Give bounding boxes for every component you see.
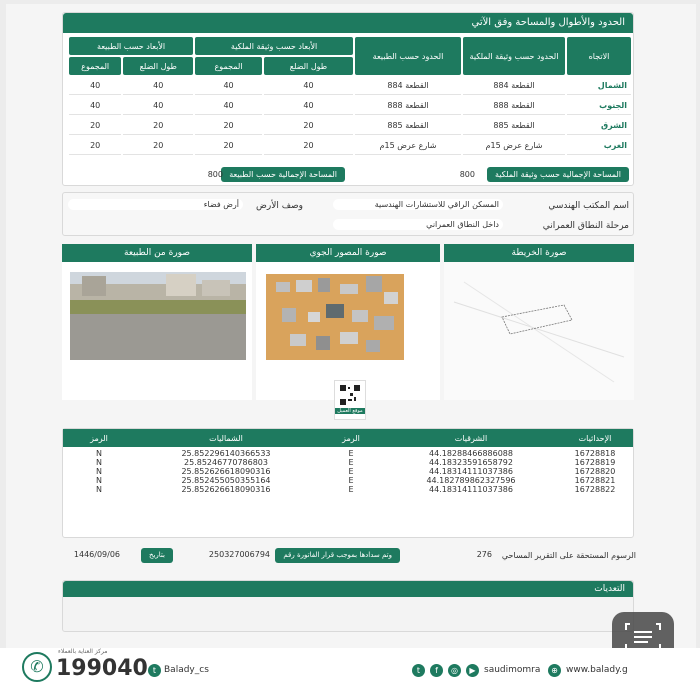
social-handle[interactable]: saudimomra — [484, 665, 541, 675]
customer-care-label: مركز العناية بالعملاء — [58, 648, 108, 655]
aerial-image-title: صورة المصور الجوي — [256, 244, 440, 262]
table-row — [69, 77, 631, 95]
deed-length-cell: 20 — [264, 117, 353, 135]
total-area-nature-label: المساحة الإجمالية حسب الطبيعة — [221, 167, 345, 182]
deed-length-cell: 20 — [264, 137, 353, 155]
header-eastings: الشرقيات — [385, 429, 557, 447]
nature-length-cell: 40 — [123, 97, 193, 115]
boundaries-section — [62, 12, 634, 186]
east-symbol: E — [348, 485, 354, 494]
nature-photo — [62, 262, 252, 400]
invoice-label: وتم سدادها بموجب قرار الفاتورة رقم — [275, 548, 400, 563]
table-row — [69, 97, 631, 115]
info-section — [62, 192, 634, 236]
qr-code-icon — [339, 384, 361, 406]
nature-total-cell: 20 — [69, 117, 121, 135]
deed-total-cell: 20 — [195, 137, 262, 155]
header-dims-nature: الأبعاد حسب الطبيعة — [69, 37, 193, 55]
total-area-nature-value: 800 — [207, 170, 223, 179]
twitter-social-icon[interactable]: t — [412, 664, 425, 677]
direction-cell: الشرق — [567, 117, 631, 135]
coordinate-id: 16728818 — [574, 449, 616, 458]
nature-total-cell: 20 — [69, 137, 121, 155]
header-side-length: طول الضلع — [264, 57, 353, 75]
direction-cell: الغرب — [567, 137, 631, 155]
coordinate-id: 16728821 — [574, 476, 616, 485]
north-symbol: N — [96, 467, 102, 476]
deed-length-cell: 40 — [264, 77, 353, 95]
header-total: المجموع — [69, 57, 121, 75]
boundary-deed-cell: شارع عرض 15م — [463, 137, 565, 155]
northing-value: 25.85246770786803 — [184, 458, 268, 467]
notes-title: التعديات — [63, 581, 633, 597]
northing-value: 25.852296140366533 — [181, 449, 271, 458]
boundaries-title: الحدود والأطوال والمساحة وفق الآتي — [63, 13, 633, 33]
total-area-deed-value: 800 — [459, 170, 475, 179]
date-value: 1446/09/06 — [73, 550, 120, 559]
table-row — [63, 467, 633, 476]
deed-total-cell: 40 — [195, 97, 262, 115]
header-boundary-deed: الحدود حسب وثيقة الملكية — [463, 37, 565, 75]
east-symbol: E — [348, 458, 354, 467]
table-row — [63, 458, 633, 467]
direction-cell: الشمال — [567, 77, 631, 95]
header-direction: الاتجاه — [567, 37, 631, 75]
office-label: اسم المكتب الهندسي — [548, 201, 629, 211]
east-symbol: E — [348, 449, 354, 458]
footer-bar — [0, 648, 700, 691]
boundary-deed-cell: القطعة 888 — [463, 97, 565, 115]
north-symbol: N — [96, 485, 102, 494]
boundary-deed-cell: القطعة 884 — [463, 77, 565, 95]
easting-value: 44.18314111037386 — [429, 467, 513, 476]
coordinate-id: 16728820 — [574, 467, 616, 476]
map-image-title: صورة الخريطة — [444, 244, 634, 262]
table-row — [63, 476, 633, 485]
customer-care-number: 199040 — [56, 656, 148, 681]
coordinates-section — [62, 428, 634, 538]
deed-total-cell: 20 — [195, 117, 262, 135]
qr-label: موقع العميل — [335, 408, 365, 414]
header-total: المجموع — [195, 57, 262, 75]
header-side-length: طول الضلع — [123, 57, 193, 75]
office-value: المسكن الراقي للاستشارات الهندسية — [333, 199, 503, 210]
website-link[interactable]: www.balady.g — [566, 665, 628, 675]
land-desc-value: أرض فضاء — [68, 199, 243, 210]
nature-image-title: صورة من الطبيعة — [62, 244, 252, 262]
coordinates-header — [63, 429, 633, 447]
fee-label: الرسوم المستحقة على التقرير المساحي — [501, 551, 636, 560]
coordinate-id: 16728822 — [574, 485, 616, 494]
easting-value: 44.18314111037386 — [429, 485, 513, 494]
boundary-nature-cell: شارع عرض 15م — [355, 137, 461, 155]
notes-section — [62, 580, 634, 632]
urban-stage-value: داخل النطاق العمراني — [333, 219, 503, 230]
map-image-panel — [444, 244, 634, 400]
easting-value: 44.182789862327596 — [426, 476, 516, 485]
header-coordinates: الإحداثيات — [557, 429, 633, 447]
header-symbol-east: الرمز — [317, 429, 385, 447]
boundary-deed-cell: القطعة 885 — [463, 117, 565, 135]
globe-icon: ⊕ — [548, 664, 561, 677]
header-boundary-nature: الحدود حسب الطبيعة — [355, 37, 461, 75]
invoice-value: 250327006794 — [208, 550, 270, 559]
coordinates-table — [63, 449, 633, 494]
nature-image-panel — [62, 244, 252, 400]
east-symbol: E — [348, 476, 354, 485]
boundary-nature-cell: القطعة 888 — [355, 97, 461, 115]
instagram-icon[interactable]: ◎ — [448, 664, 461, 677]
deed-total-cell: 40 — [195, 77, 262, 95]
table-row — [63, 449, 633, 458]
qr-code-box[interactable] — [334, 380, 366, 420]
nature-length-cell: 40 — [123, 77, 193, 95]
northing-value: 25.852455050355164 — [181, 476, 271, 485]
boundary-nature-cell: القطعة 884 — [355, 77, 461, 95]
nature-total-cell: 40 — [69, 97, 121, 115]
fee-value: 276 — [476, 550, 492, 559]
northing-value: 25.852626618090316 — [181, 467, 271, 476]
header-symbol-north: الرمز — [63, 429, 135, 447]
northing-value: 25.852626618090316 — [181, 485, 271, 494]
table-row — [69, 137, 631, 155]
header-northings: الشماليات — [135, 429, 317, 447]
urban-stage-label: مرحلة النطاق العمراني — [542, 221, 629, 231]
aerial-image-panel — [256, 244, 440, 400]
east-symbol: E — [348, 467, 354, 476]
nature-length-cell: 20 — [123, 137, 193, 155]
nature-total-cell: 40 — [69, 77, 121, 95]
table-row — [69, 117, 631, 135]
boundaries-table — [67, 35, 633, 157]
north-symbol: N — [96, 476, 102, 485]
north-symbol: N — [96, 458, 102, 467]
easting-value: 44.18288466886088 — [429, 449, 513, 458]
date-label: بتاريخ — [141, 548, 173, 563]
easting-value: 44.18323591658792 — [429, 458, 513, 467]
coordinate-id: 16728819 — [574, 458, 616, 467]
youtube-icon[interactable]: ▶ — [466, 664, 479, 677]
twitter-handle[interactable]: Balady_cs — [164, 665, 209, 675]
north-symbol: N — [96, 449, 102, 458]
nature-length-cell: 20 — [123, 117, 193, 135]
header-dims-deed: الأبعاد حسب وثيقة الملكية — [195, 37, 353, 55]
twitter-icon[interactable]: t — [148, 664, 161, 677]
boundary-nature-cell: القطعة 885 — [355, 117, 461, 135]
map-image — [444, 262, 634, 400]
facebook-icon[interactable]: f — [430, 664, 443, 677]
direction-cell: الجنوب — [567, 97, 631, 115]
total-area-deed-label: المساحة الإجمالية حسب وثيقة الملكية — [487, 167, 629, 182]
phone-icon: ✆ — [22, 652, 52, 682]
land-desc-label: وصف الأرض — [255, 201, 303, 211]
deed-length-cell: 40 — [264, 97, 353, 115]
table-row — [63, 485, 633, 494]
